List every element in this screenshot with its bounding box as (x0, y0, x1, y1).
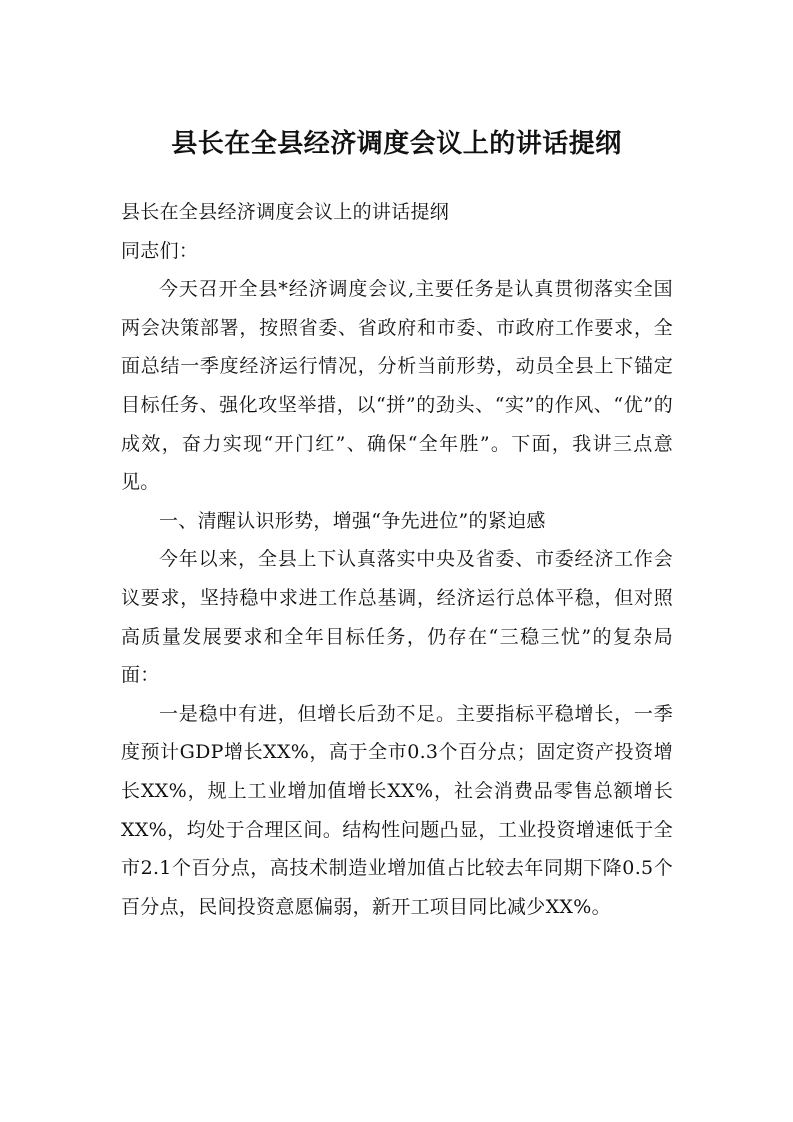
document-title: 县长在全县经济调度会议上的讲话提纲 (171, 129, 622, 159)
salutation: 同志们： (121, 239, 199, 262)
paragraph-intro: 今天召开全县*经济调度会议,主要任务是认真贯彻落实全国两会决策部署，按照省委、省政府和市委、市政府工作要求，全面总结一季度经济运行情况，分析当前形势，动员全县上下锚定目标任务、强化攻坚举措，以“拼”的劲头、“实”的作风、“优”的成效，奋力实现“开门红”、确保“全年胜”。下面，我讲三点意见。 (121, 278, 673, 494)
document-body (121, 193, 673, 926)
section-heading-1: 一、清醒认识形势，增强“争先进位”的紧迫感 (159, 509, 546, 532)
paragraph-situation: 今年以来，全县上下认真落实中央及省委、市委经济工作会议要求，坚持稳中求进工作总基调，经济运行总体平稳，但对照高质量发展要求和全年目标任务，仍存在“三稳三忧”的复杂局面： (121, 548, 673, 687)
paragraph-point-1: 一是稳中有进，但增长后劲不足。主要指标平稳增长，一季度预计GDP增长XX%，高于全市0.3个百分点；固定资产投资增长XX%，规上工业增加值增长XX%，社会消费品零售总额增长XX%，均处于合理区间。结构性问题凸显，工业投资增速低于全市2.1个百分点，高技术制造业增加值占比较去年同期下降0.5个百分点，民间投资意愿偏弱，新开工项目同比减少XX%。 (121, 702, 673, 918)
document-subtitle: 县长在全县经济调度会议上的讲话提纲 (121, 201, 450, 223)
